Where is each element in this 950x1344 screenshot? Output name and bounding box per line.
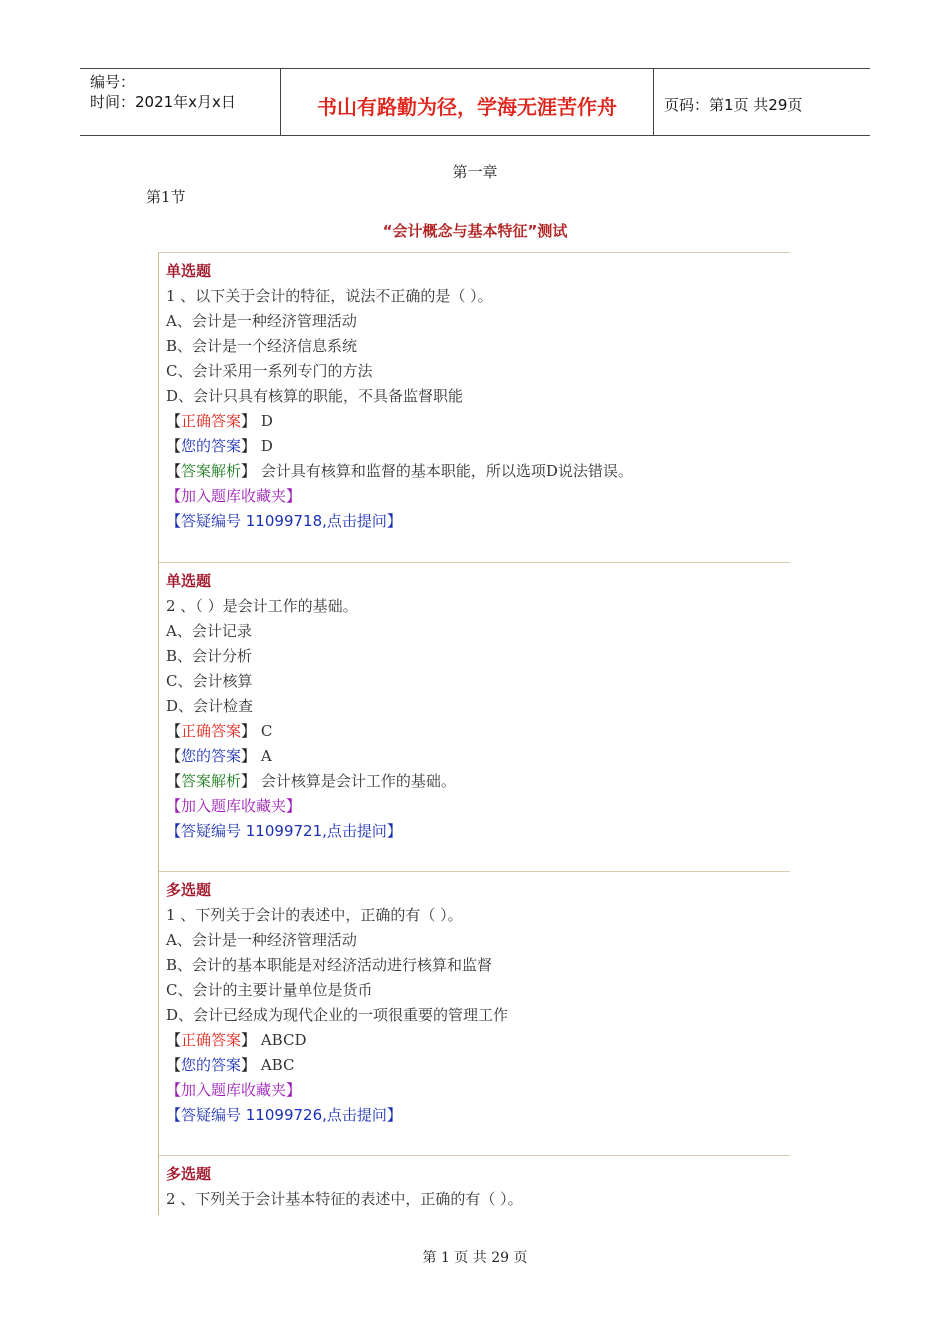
your-answer-row: 【您的答案】 D (166, 437, 273, 455)
your-answer-value: ABC (260, 1056, 295, 1074)
section-title: 第1节 (146, 188, 186, 206)
option-c: C、会计的主要计量单位是货币 (166, 981, 373, 999)
question-card (158, 1155, 790, 1215)
option-b: B、会计是一个经济信息系统 (166, 337, 358, 355)
option-d: D、会计只具有核算的职能，不具备监督职能 (166, 387, 464, 405)
correct-answer-row: 【正确答案】 D (166, 412, 273, 430)
code-label: 编号： (90, 73, 136, 91)
header-meta (80, 69, 281, 135)
correct-answer-label: 正确答案 (181, 412, 242, 430)
correct-answer-label: 正确答案 (181, 722, 242, 740)
correct-answer-value: C (260, 722, 273, 740)
correct-answer-row: 【正确答案】 C (166, 722, 273, 740)
header-page-info: 页码：第1页 共29页 (664, 95, 803, 114)
analysis-label: 答案解析 (181, 462, 242, 480)
question-type: 多选题 (166, 881, 212, 899)
add-to-favorites-link[interactable]: 【加入题库收藏夹】 (166, 797, 302, 815)
option-b: B、会计分析 (166, 647, 253, 665)
question-card (158, 252, 790, 562)
question-stem: 2 、下列关于会计基本特征的表述中，正确的有（ ）。 (166, 1190, 523, 1208)
your-answer-label: 您的答案 (181, 437, 242, 455)
option-c: C、会计核算 (166, 672, 253, 690)
option-a: A、会计记录 (166, 622, 252, 640)
your-answer-label: 您的答案 (181, 1056, 242, 1074)
option-c: C、会计采用一系列专门的方法 (166, 362, 373, 380)
option-a: A、会计是一种经济管理活动 (166, 312, 357, 330)
analysis-row: 【答案解析】 会计核算是会计工作的基础。 (166, 772, 456, 790)
analysis-label: 答案解析 (181, 772, 242, 790)
correct-answer-label: 正确答案 (181, 1031, 242, 1049)
chapter-title: 第一章 (452, 163, 498, 181)
test-title: “会计概念与基本特征”测试 (382, 222, 568, 240)
add-to-favorites-link[interactable]: 【加入题库收藏夹】 (166, 487, 302, 505)
correct-answer-row: 【正确答案】 ABCD (166, 1031, 307, 1049)
analysis-text: 会计具有核算和监督的基本职能，所以选项D说法错误。 (260, 462, 633, 480)
analysis-row: 【答案解析】 会计具有核算和监督的基本职能，所以选项D说法错误。 (166, 462, 633, 480)
option-a: A、会计是一种经济管理活动 (166, 931, 357, 949)
header-motto: 书山有路勤为径，学海无涯苦作舟 (281, 69, 654, 135)
question-type: 单选题 (166, 572, 212, 590)
time-label: 时间：2021年x月x日 (90, 93, 236, 111)
add-to-favorites-link[interactable]: 【加入题库收藏夹】 (166, 1081, 302, 1099)
question-card (158, 562, 790, 871)
analysis-text: 会计核算是会计工作的基础。 (260, 772, 456, 790)
ask-question-link[interactable]: 【答疑编号 11099726,点击提问】 (166, 1106, 402, 1124)
your-answer-label: 您的答案 (181, 747, 242, 765)
correct-answer-value: ABCD (260, 1031, 307, 1049)
question-card (158, 871, 790, 1155)
ask-question-link[interactable]: 【答疑编号 11099721,点击提问】 (166, 822, 402, 840)
question-stem: 1 、下列关于会计的表述中，正确的有（ ）。 (166, 906, 463, 924)
your-answer-value: A (260, 747, 272, 765)
option-d: D、会计检查 (166, 697, 254, 715)
option-b: B、会计的基本职能是对经济活动进行核算和监督 (166, 956, 493, 974)
question-type: 多选题 (166, 1165, 212, 1183)
your-answer-value: D (260, 437, 273, 455)
your-answer-row: 【您的答案】 A (166, 747, 272, 765)
page-footer: 第 1 页 共 29 页 (422, 1250, 528, 1266)
correct-answer-value: D (260, 412, 273, 430)
question-type: 单选题 (166, 262, 212, 280)
your-answer-row: 【您的答案】 ABC (166, 1056, 295, 1074)
header-table (80, 68, 870, 136)
question-stem: 1 、以下关于会计的特征，说法不正确的是（ ）。 (166, 287, 493, 305)
question-stem: 2 、（ ）是会计工作的基础。 (166, 597, 358, 615)
option-d: D、会计已经成为现代企业的一项很重要的管理工作 (166, 1006, 509, 1024)
ask-question-link[interactable]: 【答疑编号 11099718,点击提问】 (166, 512, 402, 530)
